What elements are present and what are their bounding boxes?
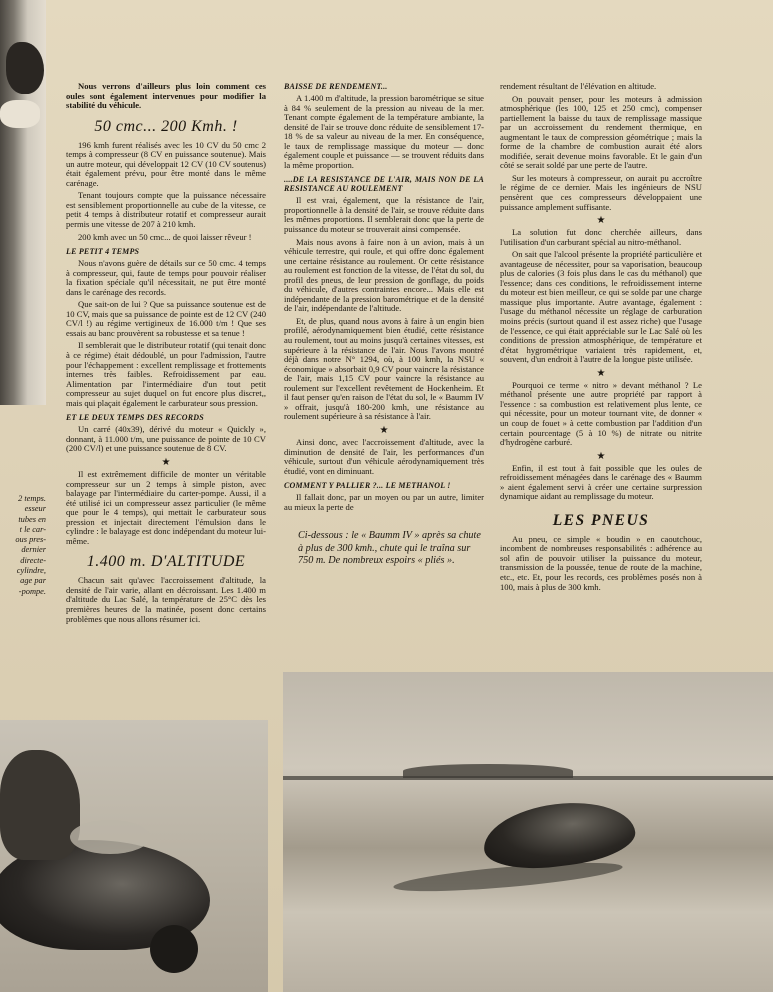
caption-text: Ci-dessous : le « Baumm IV » après sa chute à plus de 300 kmh., chute qui le traîna sur 750 m. De nombreux espoirs « pliés ». bbox=[298, 530, 481, 566]
paragraph: Nous n'avons guère de détails sur ce 50 cmc. 4 temps à compresseur, qui, faute de temps pour pouvoir réaliser la fixation spéciale qu'il nécessitait, ne put être monté dans le carénage des records. bbox=[66, 258, 266, 297]
paragraph: Il est extrêmement difficile de monter un véritable compresseur sur un 2 temps à simple piston, avec balayage par l'intermédiaire du carter-pompe. Aussi, il a été utilisé ici un compresseur assez particulier (le même que pour le 4 temps), qui mettait le carburateur sous pression et injectait directement l'émulsion dans le cylindre : le balayage est donc indépendant du moteur lui-même. bbox=[66, 468, 266, 546]
paragraph: Il est vrai, également, que la résistance de l'air, proportionnelle à la densité de l'air, se trouve réduite dans les mêmes proportions. Il semblerait donc que la perte de puissance du moteur se trouverait ainsi compensée. bbox=[284, 195, 484, 235]
star-separator: ★ bbox=[379, 424, 389, 436]
photo-wheel bbox=[150, 925, 198, 973]
paragraph: Enfin, il est tout à fait possible que les oules de refroidissement ménagées dans le carénage des « Baumm » aient également servi à créer une certaine surpression dynamique aidant au remplissage du moteur. bbox=[500, 462, 702, 502]
star-separator: ★ bbox=[161, 456, 171, 468]
left-caption-line: t le car- bbox=[19, 524, 46, 534]
paragraph: Au pneu, ce simple « boudin » en caoutchouc, incombent de nombreuses responsabilités : adhérence au sol afin de pouvoir utiliser la puissance du moteur, transmission de la poussée, tenue de route de la machine, etc., etc. Et, pour les records, ces problèmes posés non à 100, mais à plus de 300 kmh. bbox=[500, 533, 702, 592]
left-caption-line: directe- bbox=[20, 555, 46, 565]
star-separator: ★ bbox=[596, 215, 606, 227]
star-separator: ★ bbox=[596, 367, 606, 379]
section-heading-pneus: LES PNEUS bbox=[552, 511, 650, 529]
paragraph: On pouvait penser, pour les moteurs à admission atmosphérique (les 100, 125 et 250 cmc), compenser partiellement la baisse du taux de remplissage massique par un accroissement du rendement thermique, en augmentant le taux de compression géométrique ; mais la forme de la chambre de combustion aurait été alors modifiée, serait devenue moins favorable. Et le gain d'un côté se serait soldé par une perte de l'autre. bbox=[500, 93, 702, 171]
paragraph: La solution fut donc cherchée ailleurs, dans l'utilisation d'un carburant spécial au nitro-méthanol. bbox=[500, 227, 702, 247]
photo-rider-hand bbox=[0, 100, 40, 128]
paragraph: Mais nous avons à faire non à un avion, mais à un véhicule terrestre, qui roule, et qui offre donc également une certaine résistance au roulement. Or cette résistance au roulement est fonction de la vitesse, de l'état du sol, du profil des pneus, de leur pression de gonflage, du poids du véhicule, d'autres contraintes encore... Mais elle est indépendante de la pression barométrique et de la densité de l'air, indépendante de l'altitude. bbox=[284, 236, 484, 314]
article-column-2 bbox=[284, 82, 484, 567]
paragraph: Tenant toujours compte que la puissance nécessaire est sensiblement proportionnelle au cube de la vitesse, ce petit 4 temps à distributeur rotatif et compresseur aurait permis une vitesse de 207 à 210 kmh. bbox=[66, 190, 266, 230]
paragraph: Il semblerait que le distributeur rotatif (qui tenait donc à ce régime) était dédoublé, un pour l'admission, l'autre pour l'échappement : excellent remplissage et frottements internes très faibles. Refroidissement par eau. Alimentation par l'intermédiaire d'un tout petit compresseur au sujet duquel on fut encore plus discret,, mais qui plaçait également le carburateur sous pression. bbox=[66, 340, 266, 408]
left-caption-line: cylindre, bbox=[16, 566, 46, 576]
left-caption-line: esseur bbox=[24, 504, 46, 514]
left-caption-line: -pompe. bbox=[18, 586, 46, 596]
left-caption-line: tubes en bbox=[18, 514, 46, 524]
paragraph: 196 kmh furent réalisés avec les 10 CV du 50 cmc 2 temps à compresseur (8 CV en puissance soutenue). Mais un autre moteur, qui développait 12 CV (10 CV soutenus) était également prévu, pour être monté dans le même carénage. bbox=[66, 139, 266, 188]
left-margin-caption bbox=[0, 494, 46, 597]
photo-horizon bbox=[283, 776, 773, 780]
paragraph: Que sait-on de lui ? Que sa puissance soutenue est de 10 CV, mais que sa puissance de pointe est de 12 CV (240 CV/l !) au régime vertigineux de 16.000 t/m ! Que ses essais au banc prouvèrent sa robustesse et sa tenue ! bbox=[66, 299, 266, 338]
left-caption-line: age par bbox=[20, 576, 46, 586]
photo-rider bbox=[0, 750, 80, 860]
subheading-baisse-rendement: BAISSE DE RENDEMENT... bbox=[284, 82, 388, 91]
paragraph: Il fallait donc, par un moyen ou par un autre, limiter au mieux la perte de bbox=[284, 492, 484, 512]
paragraph: Ainsi donc, avec l'accroissement d'altitude, avec la diminution de densité de l'air, les performances d'un véhicule, surtout d'un véhicule aérodynamiquement très étudié, vont en diminuant. bbox=[284, 436, 484, 476]
paragraph: Sur les moteurs à compresseur, on aurait pu accroître le régime de ce dernier. Mais les ingénieurs de NSU pensèrent que ces compresseurs développaient une puissance amplement suffisante. bbox=[500, 172, 702, 212]
section-heading-altitude: 1.400 m. D'ALTITUDE bbox=[86, 553, 246, 571]
section-heading-50cmc: 50 cmc... 200 Kmh. ! bbox=[94, 117, 238, 135]
paragraph: Nous verrons d'ailleurs plus loin comment ces oules sont également intervenues pour modifier la stabilité du véhicule. bbox=[66, 81, 266, 111]
article-column-1 bbox=[66, 82, 266, 627]
paragraph: Pourquoi ce terme « nitro » devant méthanol ? Le méthanol présente une autre propriété par rapport à l'essence : sa combustion est relativement plus lente, ce qui nécessite, pour un moteur tournant vite, de donner « un coup de fouet » à cette combustion par l'addition d'un certain pourcentage (5 à 10 %) de nitrate ou nitrite d'hydrogène carburé. bbox=[500, 379, 702, 448]
subheading-resistance-air: ....DE LA RESISTANCE DE L'AIR, MAIS NON DE LA RESISTANCE AU ROULEMENT bbox=[284, 175, 484, 194]
photo-cockpit bbox=[70, 820, 150, 854]
star-separator: ★ bbox=[596, 450, 606, 462]
photo-caption bbox=[298, 530, 484, 567]
left-caption-line: ous pres- bbox=[15, 535, 46, 545]
photo-rider-knee bbox=[6, 42, 44, 94]
subheading-methanol: COMMENT Y PALLIER ?... LE METHANOL ! bbox=[284, 481, 451, 491]
paragraph: A 1.400 m d'altitude, la pression barométrique se situe à 84 % seulement de la pression au niveau de la mer. Tenant compte également de la température ambiante, la densité de l'air se trouve donc réduite de sensiblement 17-18 % de sa valeur au niveau de la mer. En conséquence, le taux de remplissage massique du moteur — donc également couple et puissance — se trouvent réduits dans la même proportion. bbox=[284, 93, 484, 170]
photo-baumm-crash bbox=[283, 672, 773, 992]
paragraph: Chacun sait qu'avec l'accroissement d'altitude, la densité de l'air varie, allant en décroissant. Les 1.400 m d'altitude du Lac Salé, la température de 25°C dès les premières heures de la matinée, posent donc certains problèmes que nous allons résumer ici. bbox=[66, 575, 266, 624]
left-caption-line: dernier bbox=[21, 545, 46, 555]
left-caption-line: 2 temps. bbox=[18, 494, 46, 503]
subheading-deux-temps: ET LE DEUX TEMPS DES RECORDS bbox=[66, 413, 204, 423]
paragraph: 200 kmh avec un 50 cmc... de quoi laisser rêveur ! bbox=[78, 231, 252, 242]
paragraph: rendement résultant de l'élévation en altitude. bbox=[500, 81, 657, 91]
photo-left-top bbox=[0, 0, 46, 405]
photo-streamliner-rider bbox=[0, 720, 268, 992]
paragraph: On sait que l'alcool présente la propriété particulière et avantageuse de nécessiter, pour sa vaporisation, beaucoup plus de calories (3 fois plus dans le cas du méthanol) que l'essence; dans ces conditions, le refroidissement interne du moteur est bien meilleur, ce qui se solde par une charge massique plus importante. Autre avantage, également : l'usage du méthanol nécessite un réglage de carburation moins précis (surtout quand il est assez riche) que l'usage de l'essence, ce qui était appréciable sur le Lac Salé où les conditions de pression atmosphérique, de température et d'état hygrométrique variaient très rapidement, et, souvent, d'un endroit à l'autre de la longue piste utilisée. bbox=[500, 249, 702, 365]
article-column-3 bbox=[500, 82, 702, 595]
paragraph: Un carré (40x39), dérivé du moteur « Quickly », donnant, à 11.000 t/m, une puissance de pointe de 10 CV (200 CV/l) et une puissance soutenue de 8 CV. bbox=[66, 424, 266, 454]
paragraph: Et, de plus, quand nous avons à faire à un engin bien profilé, aérodynamiquement bien étudié, cette résistance au roulement, tout au moins jusqu'à certaines vitesses, est supérieure à la résistance de l'air. Nous l'avons montré déjà dans notre N° 1294, où, à 100 kmh, la NSU « économique » absorbait 0,9 CV pour vaincre la résistance de l'air, mais 1,15 CV pour vaincre la résistance au roulement sur l'excellent revêtement de Hockenheim. Et il faut penser qu'en raison de l'état du sol, le « Baumm IV » offrait, jusqu'à 180-200 kmh, une résistance au roulement supérieure à sa résistance à l'air. bbox=[284, 315, 484, 422]
subheading-petit-4-temps: LE PETIT 4 TEMPS bbox=[66, 247, 140, 257]
